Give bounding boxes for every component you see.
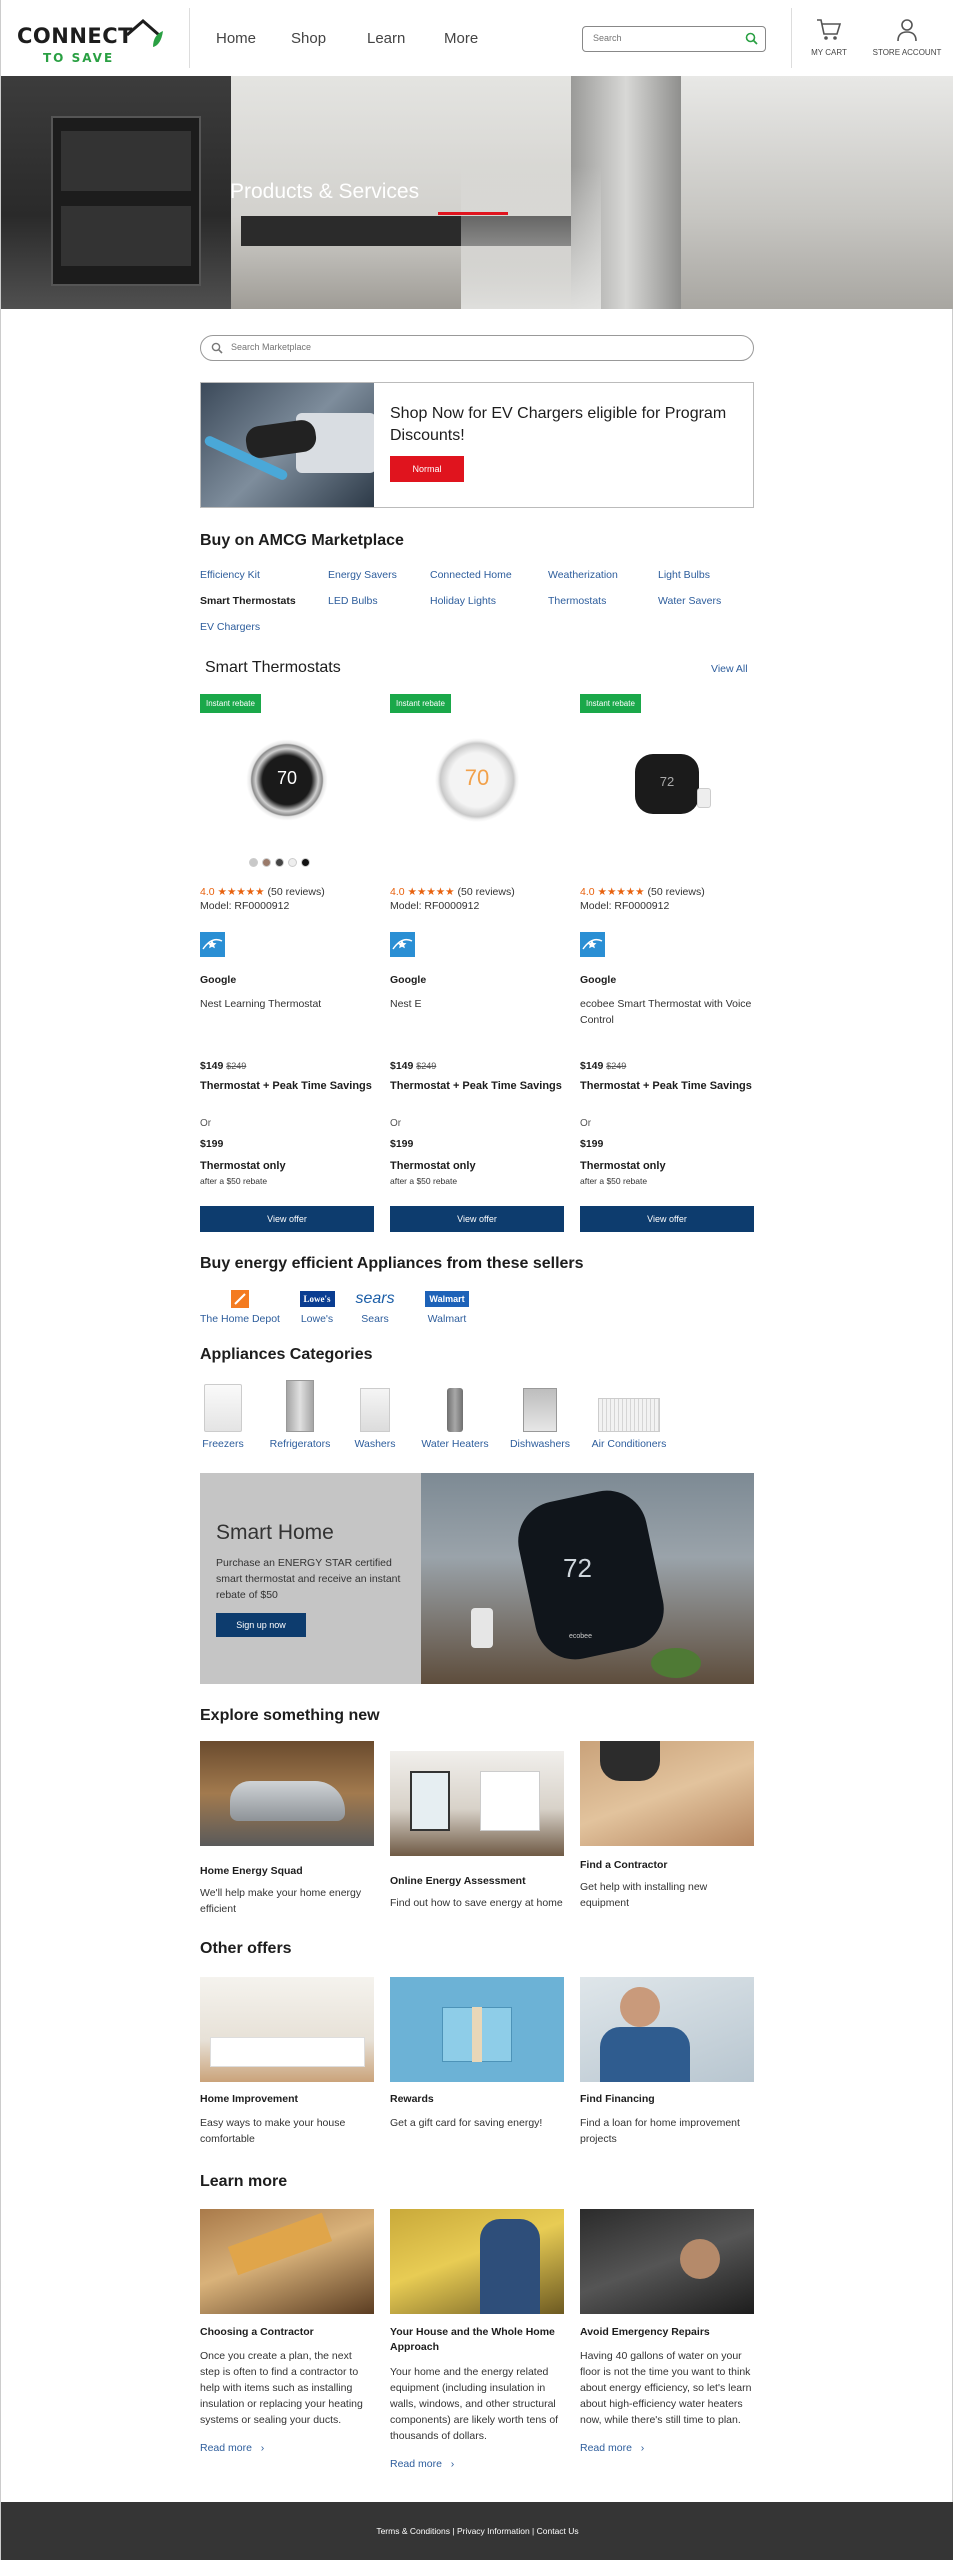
product-brand: Google <box>390 974 427 986</box>
read-more-label: Read more <box>390 2458 442 2470</box>
person-head <box>620 1987 660 2027</box>
logo[interactable] <box>17 18 157 70</box>
freezer-icon <box>204 1384 242 1432</box>
view-offer-button[interactable]: View offer <box>580 1206 754 1232</box>
thermostat-display: 70 <box>464 765 490 790</box>
garage-car-image <box>200 1741 374 1846</box>
hero-accent-line <box>438 212 508 215</box>
search-icon[interactable] <box>745 32 758 45</box>
tool <box>228 2213 332 2275</box>
appliance-name: Water Heaters <box>421 1438 489 1450</box>
or-separator: Or <box>580 1118 592 1129</box>
alt-offer-name: Thermostat only <box>200 1160 286 1172</box>
worker <box>480 2219 540 2314</box>
offer-name: Thermostat + Peak Time Savings <box>580 1080 752 1092</box>
footer-links[interactable]: Terms & Conditions | Privacy Information | Contact Us <box>376 2526 579 2536</box>
seller-name: The Home Depot <box>200 1313 280 1325</box>
old-price: $249 <box>416 1061 437 1071</box>
appliance-washers[interactable] <box>353 1380 397 1450</box>
interior-room-image <box>390 1751 564 1856</box>
tile-title: Find a Contractor <box>580 1859 668 1871</box>
product-card <box>390 694 564 1234</box>
product-model: Model: RF0000912 <box>390 900 480 912</box>
explore-tile-find-contractor[interactable] <box>580 1741 754 1921</box>
tile-text: Find out how to save energy at home <box>390 1897 563 1909</box>
smart-home-panel <box>200 1473 421 1684</box>
old-price: $249 <box>606 1061 627 1071</box>
or-separator: Or <box>200 1118 212 1129</box>
tile-text: Once you create a plan, the next step is often to find a contractor to help with items such as installing insulation or replacing your heating systems or sealing your ducts. <box>200 2350 363 2426</box>
chevron-right-icon: › <box>260 2442 265 2454</box>
price-value: $149 <box>580 1060 604 1072</box>
price-value: $149 <box>390 1060 414 1072</box>
rebate-badge: Instant rebate <box>200 694 261 713</box>
tile-title: Your House and the Whole Home Approach <box>390 2326 555 2353</box>
tile-title: Online Energy Assessment <box>390 1875 526 1887</box>
tile-text: Your home and the energy related equipment (including insulation in walls, windows, and other structural components) are likely worth tens of thousands of dollars. <box>390 2366 559 2442</box>
kitchen-image <box>200 1977 374 2082</box>
nav-shop[interactable]: Shop <box>291 30 327 47</box>
read-more-label: Read more <box>200 2442 252 2454</box>
product-model: Model: RF0000912 <box>200 900 290 912</box>
search-icon <box>211 342 223 354</box>
offer-tile-find-financing[interactable] <box>580 1977 754 2152</box>
sellers-title: Buy energy efficient Appliances from these sellers <box>200 1255 584 1272</box>
hero-banner <box>1 76 953 309</box>
hero-cabinets-right <box>681 76 953 309</box>
alt-price: $199 <box>390 1138 414 1150</box>
rebate-note: after a $50 rebate <box>200 1176 268 1186</box>
view-offer-button[interactable]: View offer <box>390 1206 564 1232</box>
category-light-bulbs[interactable]: Light Bulbs <box>658 569 710 581</box>
product-name[interactable]: Nest E <box>390 998 422 1010</box>
header-divider <box>791 8 792 68</box>
product-name[interactable]: ecobee Smart Thermostat with Voice Control <box>580 998 752 1026</box>
category-connected-home[interactable]: Connected Home <box>430 569 512 581</box>
site-footer <box>1 2502 953 2560</box>
walmart-logo: Walmart <box>425 1291 468 1307</box>
view-offer-button[interactable]: View offer <box>200 1206 374 1232</box>
read-more-link[interactable] <box>390 2458 454 2470</box>
product-model: Model: RF0000912 <box>580 900 670 912</box>
dishwasher-icon <box>523 1388 557 1432</box>
star-icons: ★★★★★ <box>217 886 265 898</box>
thermostat-display: 72 <box>659 774 675 789</box>
water-heater-repair-image <box>580 2209 754 2314</box>
explore-tile-energy-assessment[interactable] <box>390 1751 564 1921</box>
tile-text: Get a gift card for saving energy! <box>390 2117 543 2129</box>
appliance-dishwashers[interactable] <box>509 1380 571 1450</box>
offer-tile-rewards[interactable] <box>390 1977 564 2152</box>
logo-line2: TO SAVE <box>43 51 115 65</box>
sears-logo: sears <box>355 1290 395 1307</box>
kitchen <box>480 1771 540 1831</box>
learn-tile-emergency-repairs <box>580 2209 754 2459</box>
hero-kitchen-cabinet <box>1 76 231 309</box>
room-sensor <box>471 1608 493 1648</box>
energy-star-icon <box>390 932 415 957</box>
nav-learn[interactable]: Learn <box>367 30 406 47</box>
product-card <box>580 694 754 1234</box>
tile-title: Rewards <box>390 2093 434 2105</box>
smart-home-title: Smart Home <box>216 1521 334 1544</box>
seller-sears[interactable] <box>352 1289 398 1325</box>
offer-name: Thermostat + Peak Time Savings <box>390 1080 562 1092</box>
tile-text: Get help with installing new equipment <box>580 1881 708 1909</box>
smart-home-banner <box>200 1473 754 1684</box>
rebate-badge: Instant rebate <box>580 694 641 713</box>
nav-more[interactable]: More <box>444 30 479 47</box>
tile-text: Easy ways to make your house comfortable <box>200 2117 346 2145</box>
product-rating <box>390 886 515 898</box>
product-card <box>200 694 374 1234</box>
home-depot-logo-icon <box>231 1290 249 1308</box>
sign-up-button[interactable]: Sign up now <box>216 1613 306 1637</box>
cart-label: MY CART <box>811 48 847 57</box>
store-account-label: STORE ACCOUNT <box>872 48 942 57</box>
hero-counter <box>461 166 601 309</box>
alt-offer-name: Thermostat only <box>390 1160 476 1172</box>
seller-home-depot[interactable] <box>200 1289 280 1325</box>
seller-name: Walmart <box>427 1313 467 1325</box>
product-name[interactable]: Nest Learning Thermostat <box>200 998 322 1010</box>
product-rating <box>200 886 325 898</box>
review-count[interactable]: (50 reviews) <box>267 886 325 898</box>
color-swatch[interactable] <box>288 858 297 867</box>
seller-name: Lowe's <box>300 1313 334 1325</box>
alt-offer-name: Thermostat only <box>580 1160 666 1172</box>
product-rating <box>580 886 705 898</box>
color-swatch[interactable] <box>249 858 258 867</box>
view-all-link[interactable]: View All <box>711 663 748 675</box>
floor-install-image <box>580 1741 754 1846</box>
worker <box>600 1741 660 1781</box>
cart-icon <box>816 18 842 42</box>
marketplace-title: Buy on AMCG Marketplace <box>200 532 404 549</box>
rating-value: 4.0 <box>390 886 405 898</box>
device-display: 72 <box>563 1553 592 1583</box>
logo-line1: CONNECT <box>17 24 133 48</box>
ev-charger-image <box>201 383 374 507</box>
rebate-badge: Instant rebate <box>390 694 451 713</box>
gift-box-image <box>390 1977 564 2082</box>
nest-learning-thermostat-image[interactable] <box>239 732 335 828</box>
appliance-name: Air Conditioners <box>591 1438 667 1450</box>
nav-home[interactable]: Home <box>216 30 257 47</box>
old-price: $249 <box>226 1061 247 1071</box>
washer-icon <box>360 1388 390 1432</box>
or-separator: Or <box>390 1118 402 1129</box>
appliance-name: Dishwashers <box>509 1438 571 1450</box>
seller-walmart[interactable] <box>418 1289 476 1325</box>
rating-value: 4.0 <box>580 886 595 898</box>
chevron-right-icon: › <box>450 2458 455 2470</box>
category-efficiency-kit[interactable]: Efficiency Kit <box>200 569 260 581</box>
star-icons: ★★★★★ <box>407 886 455 898</box>
header-search-input[interactable] <box>593 33 733 43</box>
house-leaf-icon <box>123 17 163 51</box>
review-count[interactable]: (50 reviews) <box>457 886 515 898</box>
hero-title: Products & Services <box>230 180 420 203</box>
financing-image <box>580 1977 754 2082</box>
tile-title: Avoid Emergency Repairs <box>580 2326 710 2338</box>
appliance-water-heaters[interactable] <box>420 1380 490 1450</box>
ev-promo-text: Shop Now for EV Chargers eligible for Program Discounts! <box>390 405 727 444</box>
gift-ribbon <box>472 2007 482 2062</box>
category-smart-thermostats[interactable]: Smart Thermostats <box>200 595 296 607</box>
header-divider <box>189 8 190 68</box>
product-brand: Google <box>200 974 237 986</box>
appliance-name: Freezers <box>202 1438 244 1450</box>
smart-home-text: Purchase an ENERGY STAR certified smart thermostat and receive an instant rebate of $50 <box>216 1557 401 1601</box>
appliance-refrigerators[interactable] <box>267 1380 333 1450</box>
thermostat-display: 70 <box>276 768 298 788</box>
thermostats-title: Smart Thermostats <box>205 659 341 676</box>
insulation-image <box>390 2209 564 2314</box>
product-price <box>390 1060 436 1072</box>
chevron-right-icon: › <box>640 2442 645 2454</box>
read-more-label: Read more <box>580 2442 632 2454</box>
color-swatch[interactable] <box>301 858 310 867</box>
star-icons: ★★★★★ <box>597 886 645 898</box>
tile-text: Having 40 gallons of water on your floor is not the time you want to think about energy efficiency, so let's learn about high-efficiency water heaters now, while there's still time to plan. <box>580 2350 752 2426</box>
category-thermostats[interactable]: Thermostats <box>548 595 607 607</box>
alt-price: $199 <box>580 1138 604 1150</box>
alt-price: $199 <box>200 1138 224 1150</box>
rebate-note: after a $50 rebate <box>390 1176 458 1186</box>
learn-tile-whole-home <box>390 2209 564 2479</box>
car <box>230 1781 345 1821</box>
appliance-freezers[interactable] <box>200 1380 246 1450</box>
cart-button[interactable] <box>805 18 853 57</box>
tile-title: Home Energy Squad <box>200 1865 303 1877</box>
other-offers-title: Other offers <box>200 1940 292 1957</box>
seller-name: Sears <box>361 1313 389 1325</box>
tile-title: Find Financing <box>580 2093 655 2105</box>
air-conditioner-icon <box>598 1398 660 1432</box>
smart-home-image <box>421 1473 754 1684</box>
read-more-link[interactable] <box>580 2442 644 2454</box>
ev-promo-button[interactable]: Normal <box>390 456 464 482</box>
store-account-button[interactable] <box>869 18 945 57</box>
seller-lowes[interactable] <box>297 1289 337 1325</box>
lowes-logo: Lowe's <box>300 1291 335 1307</box>
category-led-bulbs[interactable]: LED Bulbs <box>328 595 378 607</box>
rating-value: 4.0 <box>200 886 215 898</box>
category-energy-savers[interactable]: Energy Savers <box>328 569 397 581</box>
plant <box>651 1648 701 1678</box>
appliances-title: Appliances Categories <box>200 1346 373 1363</box>
rebate-note: after a $50 rebate <box>580 1176 648 1186</box>
offer-tile-home-improvement[interactable] <box>200 1977 374 2152</box>
ecobee-sensor <box>697 788 711 808</box>
category-water-savers[interactable]: Water Savers <box>658 595 722 607</box>
energy-star-icon <box>580 932 605 957</box>
hero-oven-window <box>61 131 191 191</box>
explore-tile-home-energy-squad[interactable] <box>200 1741 374 1921</box>
ev-promo-banner <box>200 382 754 508</box>
color-swatches <box>249 854 314 872</box>
kitchen-counter <box>210 2037 365 2067</box>
learn-tile-choosing-contractor <box>200 2209 374 2459</box>
refrigerator-icon <box>286 1380 314 1432</box>
offer-name: Thermostat + Peak Time Savings <box>200 1080 372 1092</box>
marketplace-search-input[interactable] <box>231 342 711 352</box>
nest-e-image[interactable] <box>429 732 525 828</box>
explore-title: Explore something new <box>200 1707 380 1724</box>
price-value: $149 <box>200 1060 224 1072</box>
hero-oven-window <box>61 206 191 266</box>
product-price <box>580 1060 626 1072</box>
color-swatch[interactable] <box>262 858 271 867</box>
hand <box>680 2239 720 2279</box>
device-brand: ecobee <box>569 1633 592 1640</box>
tile-text: Find a loan for home improvement projects <box>580 2117 740 2145</box>
energy-star-icon <box>200 932 225 957</box>
header-search[interactable] <box>582 26 766 52</box>
category-weatherization[interactable]: Weatherization <box>548 569 618 581</box>
product-brand: Google <box>580 974 617 986</box>
user-icon <box>896 18 918 42</box>
window <box>410 1771 450 1831</box>
ecobee-thermostat-image[interactable] <box>619 732 715 828</box>
tile-text: We'll help make your home energy efficient <box>200 1887 362 1915</box>
category-holiday-lights[interactable]: Holiday Lights <box>430 595 496 607</box>
marketplace-search[interactable] <box>200 335 754 361</box>
person-shirt <box>600 2027 690 2082</box>
contractor-tools-image <box>200 2209 374 2314</box>
appliance-name: Refrigerators <box>269 1438 331 1450</box>
read-more-link[interactable] <box>200 2442 264 2454</box>
category-ev-chargers[interactable]: EV Chargers <box>200 621 261 633</box>
tile-title: Home Improvement <box>200 2093 299 2105</box>
site-header <box>1 0 953 76</box>
color-swatch[interactable] <box>275 858 284 867</box>
water-heater-icon <box>447 1388 463 1432</box>
product-price <box>200 1060 246 1072</box>
review-count[interactable]: (50 reviews) <box>647 886 705 898</box>
learn-more-title: Learn more <box>200 2173 288 2190</box>
appliance-air-conditioners[interactable] <box>589 1380 669 1450</box>
tile-title: Choosing a Contractor <box>200 2326 314 2338</box>
appliance-name: Washers <box>354 1438 396 1450</box>
